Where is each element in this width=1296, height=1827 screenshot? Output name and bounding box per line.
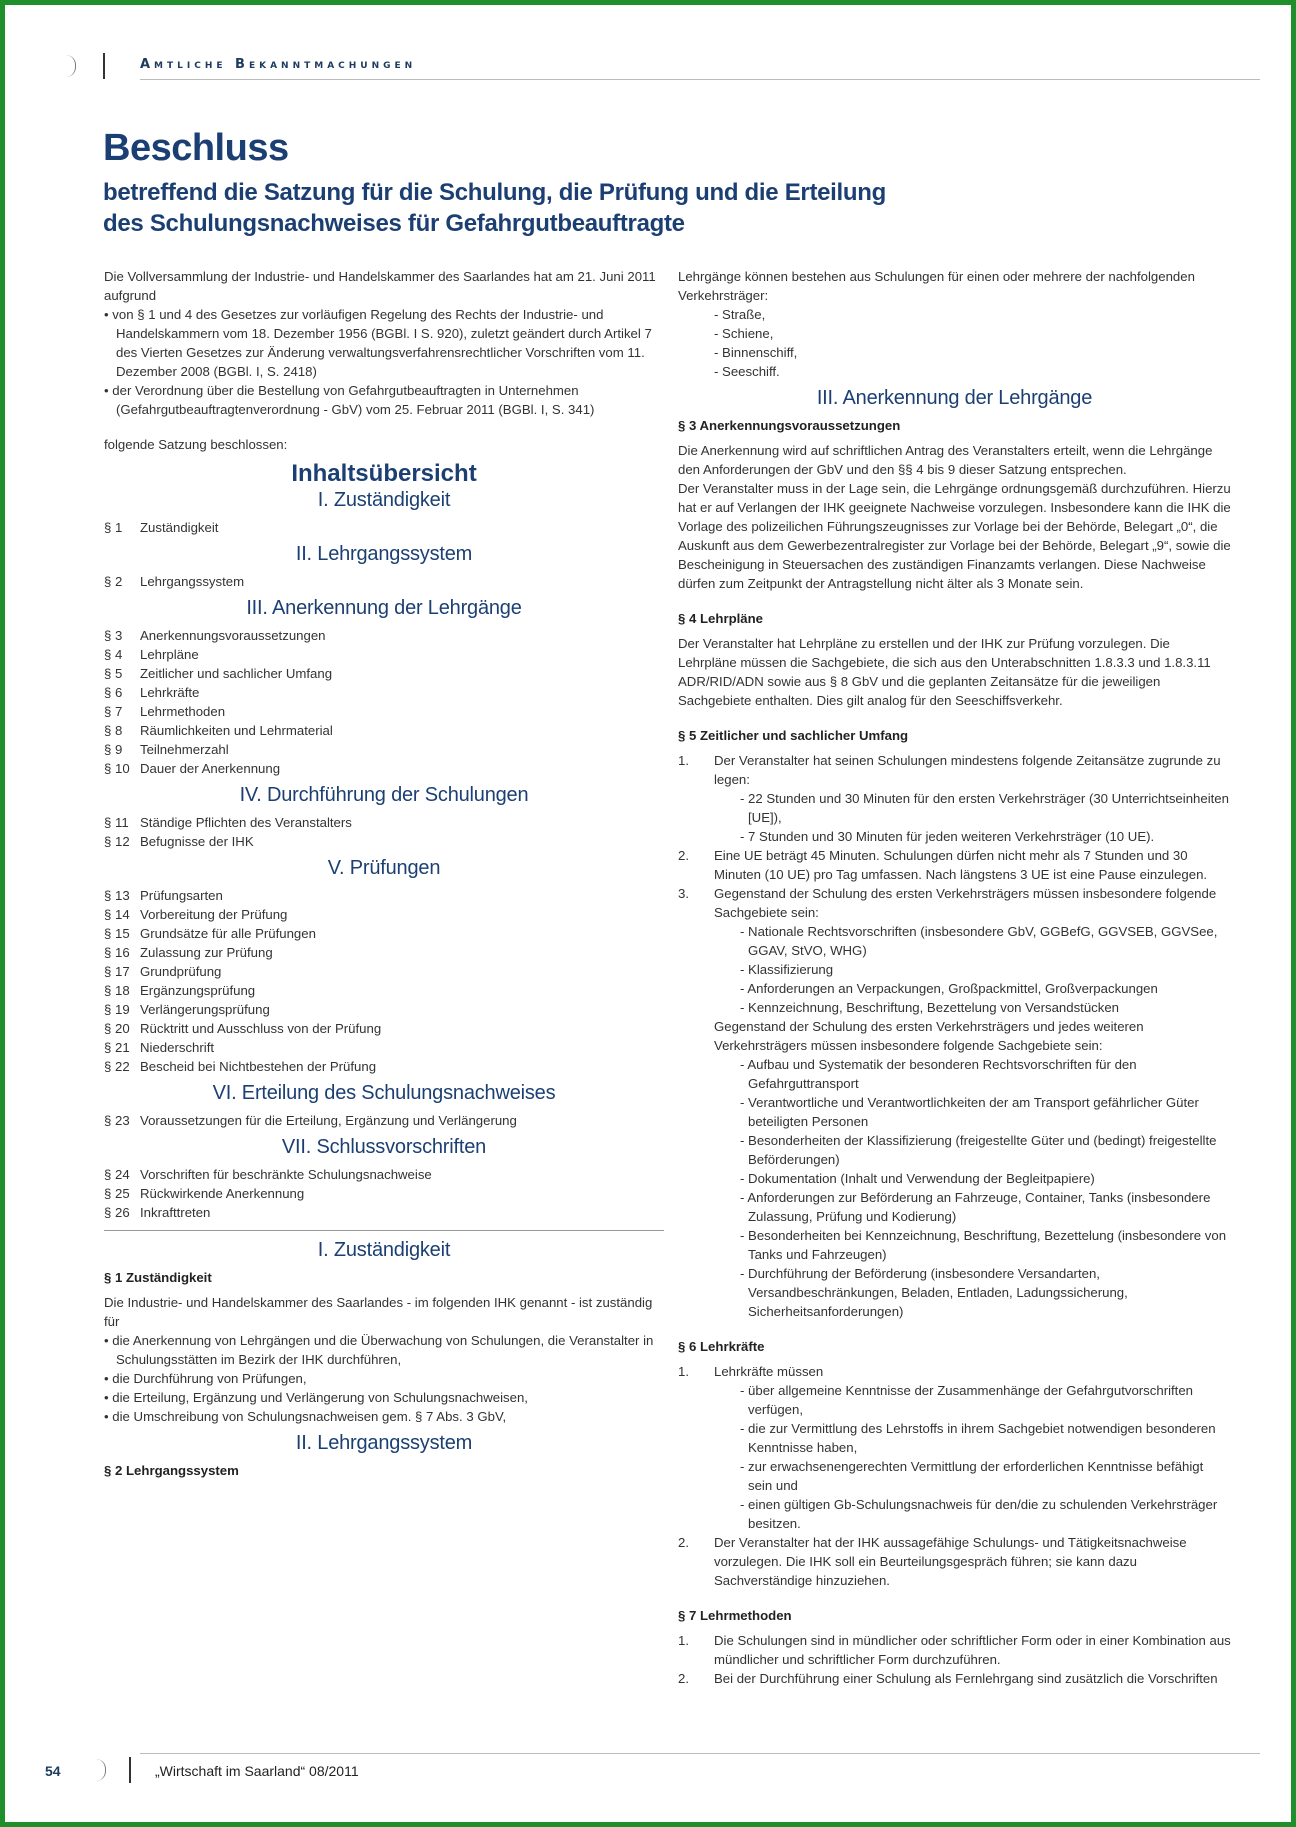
numbered-item: 1. Lehrkräfte müssen - über allgemeine Kenntnisse der Zusammenhänge der Gefahrgutvorschriften verfügen, - die zur Vermittlung des Lehrstoffs in ihrem Sachgebiet notwendigen besonderen Kenntnisse haben, - zur erwachsenengerechten Vermittlung der erforderlichen Kenntnisse befähigt sein und - einen gültigen Gb-Schulungsnachweis für den/die zu schulenden Verkehrsträger besitzen. [678,1362,1231,1533]
toc-entry-number: § 15 [104,926,130,941]
paragraph-heading: § 5 Zeitlicher und sachlicher Umfang [678,728,909,743]
toc-entry-number: § 10 [104,761,130,776]
section-label: Amtliche Bekanntmachungen [140,57,417,72]
toc-entry-title: Grundprüfung [140,964,222,979]
toc-entry-title: Zuständigkeit [140,520,219,535]
toc-entry [104,1184,664,1203]
document-title: Beschluss [103,127,289,169]
toc-entry-title: Ständige Pflichten des Veranstalters [140,815,352,830]
toc-entry-title: Räumlichkeiten und Lehrmaterial [140,723,333,738]
subtitle-line-2: des Schulungsnachweises für Gefahrgutbeauftragte [103,210,685,237]
toc-entry [104,1057,664,1076]
table-of-contents [104,491,664,1222]
footer-rule [140,1753,1260,1754]
intro-closing: folgende Satzung beschlossen: [104,437,288,452]
subtitle-line-1: betreffend die Satzung für die Schulung, die Prüfung und die Erteilung [103,179,887,206]
page-footer [45,1753,1260,1793]
toc-section-heading: I. Zuständigkeit [317,489,451,511]
dash-item: - 7 Stunden und 30 Minuten für jeden weiteren Verkehrsträger (10 UE). [740,829,1155,844]
divider [104,1230,664,1231]
toc-entry-title: Grundsätze für alle Prüfungen [140,926,316,941]
header-bracket [45,55,76,77]
dash-item: - zur erwachsenengerechten Vermittlung der erforderlichen Kenntnisse befähigt sein und [740,1459,1204,1493]
dash-item: - Durchführung der Beförderung (insbesondere Versandarten, Versandbeschränkungen, Beladen, Entladen, Ladungssicherung, Sicherheitsanforderungen) [740,1266,1128,1319]
list-item: - Binnenschiff, [714,345,798,360]
section-heading: II. Lehrgangssystem [295,1432,473,1454]
toc-entry-number: § 8 [104,723,123,738]
toc-entry [104,813,664,832]
toc-entry-number: § 13 [104,888,130,903]
toc-entry [104,572,664,591]
toc-entry-number: § 11 [104,815,129,830]
toc-entry [104,518,664,537]
toc-entry [104,702,664,721]
list-item: • die Erteilung, Ergänzung und Verlängerung von Schulungsnachweisen, [104,1390,528,1405]
toc-entry-number: § 1 [104,520,123,535]
dash-item: - Anforderungen an Verpackungen, Großpackmittel, Großverpackungen [740,981,1158,996]
paragraph-text: Lehrgänge können bestehen aus Schulungen für einen oder mehrere der nachfolgenden Verkehrsträger: [678,269,1195,303]
footer-bracket [75,1759,106,1781]
toc-entry [104,1038,664,1057]
toc-entry-title: Rückwirkende Anerkennung [140,1186,305,1201]
document-subtitle [103,177,1003,239]
paragraph-text: Die Industrie- und Handelskammer des Saarlandes - im folgenden IHK genannt - ist zuständig für [104,1295,653,1329]
list-item: • die Anerkennung von Lehrgängen und die Überwachung von Schulungen, die Veranstalter in Schulungsstätten im Bezirk der IHK durchführen, [104,1333,654,1367]
paragraph-text: Die Anerkennung wird auf schriftlichen Antrag des Veranstalters erteilt, wenn die Lehrgänge den Anforderungen der GbV und den §§ 4 bis 9 dieser Satzung entsprechen. [678,443,1213,477]
toc-entry-number: § 2 [104,574,123,589]
dash-item: - Besonderheiten der Klassifizierung (freigestellte Güter und (bedingt) freigestellte Beförderungen) [740,1133,1217,1167]
footer-marker [129,1757,135,1783]
toc-entry-title: Ergänzungsprüfung [140,983,256,998]
list-item: - Seeschiff. [714,364,780,379]
dash-item: - Kennzeichnung, Beschriftung, Bezettelung von Versandstücken [740,1000,1120,1015]
header-rule [140,79,1260,80]
toc-entry [104,645,664,664]
toc-section-heading: IV. Durchführung der Schulungen [239,784,529,806]
toc-entry-number: § 25 [104,1186,130,1201]
toc-entry-title: Rücktritt und Ausschluss von der Prüfung [140,1021,382,1036]
right-column [678,267,1231,1688]
toc-entry-number: § 17 [104,964,130,979]
dash-item: - Nationale Rechtsvorschriften (insbesondere GbV, GGBefG, GGVSEB, GGVSee, GGAV, StVO, WHG) [740,924,1218,958]
toc-entry-title: Lehrmethoden [140,704,226,719]
toc-entry [104,905,664,924]
toc-entry [104,683,664,702]
toc-entry-number: § 4 [104,647,123,662]
toc-section-heading: II. Lehrgangssystem [295,543,473,565]
numbered-item: 1. Der Veranstalter hat seinen Schulungen mindestens folgende Zeitansätze zugrunde zu legen: - 22 Stunden und 30 Minuten für den ersten Verkehrsträger (30 Unterrichtseinheiten [UE]), - 7 Stunden und 30 Minuten für jeden weiteren Verkehrsträger (10 UE). [678,751,1231,846]
toc-entry [104,1000,664,1019]
dash-item: - 22 Stunden und 30 Minuten für den ersten Verkehrsträger (30 Unterrichtseinheiten [UE]), [740,791,1229,825]
magazine-name: „Wirtschaft im Saarland“ 08/2011 [155,1763,359,1779]
dash-item: - einen gültigen Gb-Schulungsnachweis für den/die zu schulenden Verkehrsträger besitzen. [740,1497,1218,1531]
numbered-item: 2. Bei der Durchführung einer Schulung als Fernlehrgang sind zusätzlich die Vorschriften [678,1671,1218,1686]
toc-entry-number: § 14 [104,907,130,922]
toc-entry-title: Lehrpläne [140,647,199,662]
toc-entry-title: Anerkennungsvoraussetzungen [140,628,326,643]
toc-entry-title: Niederschrift [140,1040,215,1055]
intro-bullet: • von § 1 und 4 des Gesetzes zur vorläufigen Regelung des Rechts der Industrie- und Handelskammern vom 18. Dezember 1956 (BGBl. I S. 920), zuletzt geändert durch Artikel 7 des Vierten Gesetzes zur Änderung verwaltungsverfahrensrechtlicher Vorschriften vom 11. Dezember 2008 (BGBl. I, S. 2418) [104,307,652,379]
toc-entry-title: Bescheid bei Nichtbestehen der Prüfung [140,1059,377,1074]
toc-entry [104,886,664,905]
numbered-item: 3. Gegenstand der Schulung des ersten Verkehrsträgers müssen insbesondere folgende Sachgebiete sein: - Nationale Rechtsvorschriften (insbesondere GbV, GGBefG, GGVSEB, GGVSee, GGAV, StVO, WHG) - Klassifizierung - Anforderungen an Verpackungen, Großpackmittel, Großverpackungen - Kennzeichnung, Beschriftung, Bezettelung von Versandstücken Gegenstand der Schulung des ersten Verkehrsträgers und jedes weiteren Verkehrsträgers müssen insbesondere folgende Sachgebiete sein: - Aufbau und Systematik der besonderen Rechtsvorschriften für den Gefahrguttransport - Verantwortliche und Verantwortlichkeiten der am Transport gefährlicher Güter beteiligten Personen - Besonderheiten der Klassifizierung (freigestellte Güter und (bedingt) freigestellte Beförderungen) - Dokumentation (Inhalt und Verwendung der Begleitpapiere) - Anforderungen zur Beförderung an Fahrzeuge, Container, Tanks (insbesondere Zulassung, Prüfung und Kodierung) - Besonderheiten bei Kennzeichnung, Beschriftung, Bezettelung (insbesondere von Tanks und Fahrzeugen) - Durchführung der Beförderung (insbesondere Versandarten, Versandbeschränkungen, Beladen, Entladen, Ladungssicherung, Sicherheitsanforderungen) [678,884,1231,1321]
toc-entry [104,721,664,740]
paragraph-heading: § 3 Anerkennungsvoraussetzungen [678,418,901,433]
toc-entry-number: § 9 [104,742,123,757]
toc-entry [104,626,664,645]
dash-item: - über allgemeine Kenntnisse der Zusammenhänge der Gefahrgutvorschriften verfügen, [740,1383,1194,1417]
list-item: - Schiene, [714,326,774,341]
toc-entry-title: Zeitlicher und sachlicher Umfang [140,666,333,681]
toc-section-heading: III. Anerkennung der Lehrgänge [246,597,522,619]
toc-entry-title: Inkrafttreten [140,1205,211,1220]
header-marker [103,53,109,79]
toc-entry-title: Verlängerungsprüfung [140,1002,270,1017]
toc-entry [104,924,664,943]
toc-entry-number: § 5 [104,666,123,681]
toc-entry [104,664,664,683]
paragraph-heading: § 6 Lehrkräfte [678,1339,765,1354]
paragraph-text: Der Veranstalter muss in der Lage sein, die Lehrgänge ordnungsgemäß durchzuführen. Hierzu hat er auf Verlangen der IHK geeignete Nachweise vorzulegen. Insbesondere kann die IHK die Vorlage des polizeilichen Führungszeugnisses zur Vorlage bei der Behörde, Belegart „0“, die Auskunft aus dem Gewerbezentralregister zur Vorlage bei der Behörde, Belegart „9“, sowie die Bescheinigung in Steuersachen des zuständigen Finanzamts verlangen. Diese Nachweise dürfen zum Zeitpunkt der Antragstellung nicht älter als 3 Monate sein. [678,481,1231,591]
toc-entry-title: Vorbereitung der Prüfung [140,907,288,922]
toc-entry-number: § 12 [104,834,130,849]
toc-entry-number: § 6 [104,685,123,700]
toc-entry-number: § 3 [104,628,123,643]
section-heading: III. Anerkennung der Lehrgänge [816,387,1093,409]
section-heading: I. Zuständigkeit [317,1239,451,1261]
toc-entry-title: Befugnisse der IHK [140,834,254,849]
paragraph-heading: § 2 Lehrgangssystem [104,1463,239,1478]
toc-entry-number: § 22 [104,1059,130,1074]
toc-section-heading: V. Prüfungen [327,857,441,879]
toc-entry-number: § 23 [104,1113,130,1128]
toc-entry-title: Teilnehmerzahl [140,742,229,757]
dash-item: - Anforderungen zur Beförderung an Fahrzeuge, Container, Tanks (insbesondere Zulassung, Prüfung und Kodierung) [740,1190,1211,1224]
toc-section-heading: VII. Schlussvorschriften [281,1136,487,1158]
toc-entry-number: § 26 [104,1205,130,1220]
toc-entry-number: § 18 [104,983,130,998]
list-item: • die Umschreibung von Schulungsnachweisen gem. § 7 Abs. 3 GbV, [104,1409,507,1424]
toc-entry [104,1019,664,1038]
dash-item: - die zur Vermittlung des Lehrstoffs in ihrem Sachgebiet notwendigen besonderen Kenntnisse haben, [740,1421,1216,1455]
dash-item: - Besonderheiten bei Kennzeichnung, Beschriftung, Bezettelung (insbesondere von Tanks und Fahrzeugen) [740,1228,1227,1262]
page-number: 54 [45,1763,61,1779]
paragraph-text: Gegenstand der Schulung des ersten Verkehrsträgers und jedes weiteren Verkehrsträgers müssen insbesondere folgende Sachgebiete sein: [714,1019,1144,1053]
intro-bullet: • der Verordnung über die Bestellung von Gefahrgutbeauftragten in Unternehmen (Gefahrgutbeauftragtenverordnung - GbV) vom 25. Februar 2011 (BGBl. I, S. 341) [104,383,595,417]
dash-item: - Verantwortliche und Verantwortlichkeiten der am Transport gefährlicher Güter beteiligten Personen [740,1095,1199,1129]
dash-item: - Dokumentation (Inhalt und Verwendung der Begleitpapiere) [740,1171,1095,1186]
numbered-item: 2. Eine UE beträgt 45 Minuten. Schulungen dürfen nicht mehr als 7 Stunden und 30 Minuten (10 UE) pro Tag umfassen. Nach längstens 3 UE ist eine Pause einzulegen. [678,848,1208,882]
toc-entry-title: Voraussetzungen für die Erteilung, Ergänzung und Verlängerung [140,1113,517,1128]
toc-entry-number: § 7 [104,704,123,719]
toc-entry-number: § 19 [104,1002,130,1017]
toc-entry [104,1203,664,1222]
toc-entry-title: Prüfungsarten [140,888,223,903]
toc-entry-number: § 21 [104,1040,130,1055]
intro-text: Die Vollversammlung der Industrie- und Handelskammer des Saarlandes hat am 21. Juni 2011 aufgrund [104,269,656,303]
toc-entry [104,832,664,851]
toc-entry [104,962,664,981]
list-item: • die Durchführung von Prüfungen, [104,1371,307,1386]
toc-entry-title: Zulassung zur Prüfung [140,945,273,960]
list-item: - Straße, [714,307,766,322]
toc-entry-number: § 16 [104,945,130,960]
paragraph-heading: § 7 Lehrmethoden [678,1608,792,1623]
page-header [45,49,1260,89]
toc-heading: Inhaltsübersicht [291,460,477,487]
dash-item: - Klassifizierung [740,962,834,977]
left-column [104,267,664,1486]
toc-entry-title: Vorschriften für beschränkte Schulungsnachweise [140,1167,432,1182]
paragraph-heading: § 1 Zuständigkeit [104,1270,212,1285]
toc-entry [104,740,664,759]
toc-entry-title: Lehrkräfte [140,685,200,700]
numbered-item: 2. Der Veranstalter hat der IHK aussagefähige Schulungs- und Tätigkeitsnachweise vorzulegen. Die IHK soll ein Beurteilungsgespräch führen; sie kann dazu Sachverständige hinzuziehen. [678,1535,1187,1588]
toc-entry [104,981,664,1000]
numbered-item: 1. Die Schulungen sind in mündlicher oder schriftlicher Form oder in einer Kombination aus mündlicher und schriftlicher Form durchzuführen. [678,1633,1231,1667]
toc-section-heading: VI. Erteilung des Schulungsnachweises [212,1082,556,1104]
toc-entry-title: Dauer der Anerkennung [140,761,281,776]
toc-entry-number: § 20 [104,1021,130,1036]
toc-entry [104,759,664,778]
toc-entry [104,943,664,962]
dash-item: - Aufbau und Systematik der besonderen Rechtsvorschriften für den Gefahrguttransport [740,1057,1137,1091]
toc-entry [104,1111,664,1130]
toc-entry [104,1165,664,1184]
toc-entry-number: § 24 [104,1167,130,1182]
paragraph-text: Der Veranstalter hat Lehrpläne zu erstellen und der IHK zur Prüfung vorzulegen. Die Lehrpläne müssen die Sachgebiete, die sich aus den Unterabschnitten 1.8.3.3 und 1.8.3.11 ADR/RID/ADN sowie aus § 8 GbV und die geplanten Zeitansätze für die jeweiligen Sachgebiete enthalten. Dies gilt analog für den Seeschiffsverkehr. [678,636,1211,708]
paragraph-heading: § 4 Lehrpläne [678,611,764,626]
toc-entry-title: Lehrgangssystem [140,574,245,589]
